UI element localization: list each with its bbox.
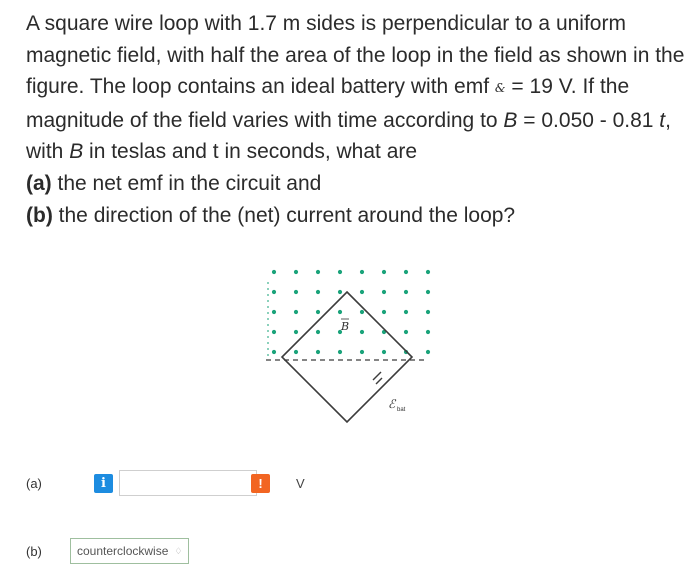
part-a-question bbox=[26, 168, 686, 200]
field-label: B bbox=[341, 320, 350, 333]
var-t: t bbox=[659, 108, 666, 132]
field-dot bbox=[426, 310, 430, 314]
battery-long-plate bbox=[373, 372, 381, 380]
field-dot bbox=[316, 330, 320, 334]
field-dot bbox=[360, 310, 364, 314]
field-dot bbox=[272, 290, 276, 294]
field-dot bbox=[382, 290, 386, 294]
field-dot bbox=[294, 310, 298, 314]
field-dot bbox=[272, 310, 276, 314]
problem-text-1: A square wire loop with 1.7 m sides is perpendicular to a uniform magnetic field, with half the area of the loop in the field as shown in the figure. The loop contains an ideal battery with emf bbox=[26, 12, 685, 99]
field-dot bbox=[404, 330, 408, 334]
field-dot bbox=[404, 270, 408, 274]
field-dot bbox=[272, 270, 276, 274]
field-dot bbox=[426, 270, 430, 274]
field-dot bbox=[426, 350, 430, 354]
field-dot bbox=[272, 350, 276, 354]
battery-label-sub: bat bbox=[397, 407, 406, 413]
field-dot bbox=[404, 290, 408, 294]
answer-row-b bbox=[26, 538, 189, 564]
var-b-2: B bbox=[69, 140, 84, 164]
battery-label: ℰ bbox=[388, 397, 396, 411]
answer-a-label: (a) bbox=[26, 475, 42, 491]
field-dot bbox=[360, 350, 364, 354]
field-dot bbox=[360, 290, 364, 294]
field-dot bbox=[316, 350, 320, 354]
field-dot bbox=[382, 350, 386, 354]
field-dot bbox=[272, 330, 276, 334]
field-dot bbox=[294, 330, 298, 334]
select-arrow-icon: ♢ bbox=[174, 545, 183, 556]
direction-select-value: counterclockwise bbox=[77, 544, 169, 558]
field-dot bbox=[338, 350, 342, 354]
field-dot bbox=[404, 310, 408, 314]
problem-text-4: , with bbox=[26, 108, 671, 164]
battery-short-plate bbox=[376, 378, 382, 384]
field-dot bbox=[294, 270, 298, 274]
loop-figure-svg bbox=[262, 262, 442, 442]
answer-a-input[interactable] bbox=[119, 470, 257, 496]
part-a-label: (a) bbox=[26, 171, 52, 195]
problem-text-5: in teslas and t in seconds, what are bbox=[83, 140, 418, 164]
problem-text-3: = 0.050 - 0.81 bbox=[517, 108, 660, 132]
field-dot bbox=[382, 310, 386, 314]
field-dot bbox=[338, 290, 342, 294]
warning-icon[interactable]: ! bbox=[251, 474, 270, 493]
field-dot bbox=[294, 290, 298, 294]
field-dot bbox=[338, 270, 342, 274]
field-dot bbox=[316, 290, 320, 294]
var-b: B bbox=[503, 108, 518, 132]
field-dot bbox=[360, 330, 364, 334]
part-a-text: the net emf in the circuit and bbox=[51, 171, 322, 195]
problem-text-2: = 19 V. If the magnitude of the field varies with time according to bbox=[26, 75, 630, 132]
field-dot bbox=[294, 350, 298, 354]
direction-select[interactable] bbox=[70, 538, 189, 564]
emf-symbol: & bbox=[494, 81, 506, 96]
field-dot bbox=[426, 330, 430, 334]
part-b-text: the direction of the (net) current around the loop? bbox=[52, 203, 516, 227]
field-dot bbox=[316, 310, 320, 314]
part-b-label: (b) bbox=[26, 203, 53, 227]
info-icon[interactable]: i bbox=[94, 474, 113, 493]
field-dot bbox=[360, 270, 364, 274]
problem-paragraph bbox=[26, 8, 686, 168]
field-dot bbox=[316, 270, 320, 274]
field-dot bbox=[382, 270, 386, 274]
part-b-question bbox=[26, 200, 686, 232]
loop-figure bbox=[262, 262, 442, 442]
answer-a-unit: V bbox=[296, 475, 305, 491]
field-dot bbox=[426, 290, 430, 294]
answer-row-a bbox=[26, 470, 305, 496]
problem-statement bbox=[26, 8, 686, 231]
answer-b-label: (b) bbox=[26, 543, 42, 559]
field-dot bbox=[338, 310, 342, 314]
